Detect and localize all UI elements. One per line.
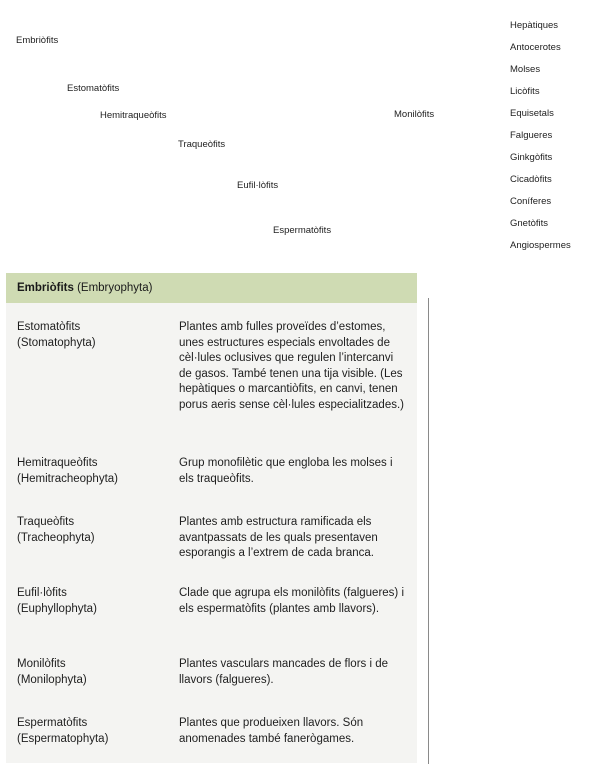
row-latin: (Hemitracheophyta)	[17, 472, 118, 485]
tip-label: Equisetals	[510, 108, 554, 119]
clade-label-hemitraqueofits: Hemitraqueòfits	[100, 110, 167, 121]
tip-label: Falgueres	[510, 130, 553, 141]
tip-label: Gnetòfits	[510, 218, 549, 229]
tip-label: Cicadòfits	[510, 174, 552, 185]
row-latin: (Stomatophyta)	[17, 336, 96, 349]
tip-label: Ginkgòfits	[510, 152, 553, 163]
clade-label-embriofits: Embriòfits	[16, 35, 59, 46]
row-description: Plantes amb fulles proveïdes d’estomes, unes estructures especials envoltades de cèl·lules oclusives que regulen l’intercanvi de gasos. També tenen una tija visible. (Les hepàtiques o marcantiòfits, en canvi, tenen porus aeris sense cèl·lules especialitzades.)	[179, 321, 404, 411]
table-row-name	[17, 716, 108, 747]
row-name: Eufil·lòfits	[17, 587, 67, 599]
row-name: Traqueòfits	[17, 516, 75, 528]
row-description: Plantes amb estructura ramificada els avantpassats de les quals presentaven esporangis a l’extrem de cada branca.	[179, 516, 378, 559]
clade-label-traqueofits: Traqueòfits	[178, 139, 226, 150]
table-row-name	[17, 586, 97, 617]
row-description: Plantes vasculars mancades de flors i de llavors (falgueres).	[179, 658, 389, 686]
row-latin: (Monilophyta)	[17, 673, 87, 686]
table-row-name	[17, 320, 96, 351]
clade-label-monilofits: Monilòfits	[394, 109, 435, 120]
row-name: Monilòfits	[17, 658, 66, 670]
table-header-latin: (Embryophyta)	[73, 282, 153, 294]
row-description: Grup monofilètic que engloba les molses i els traqueòfits.	[179, 457, 393, 485]
clade-label-estomatofits: Estomatòfits	[67, 83, 120, 94]
tip-label: Molses	[510, 64, 541, 75]
table-header-title: Embriòfits	[17, 282, 74, 294]
tip-label: Angiospermes	[510, 240, 571, 251]
row-name: Espermatòfits	[17, 717, 88, 729]
row-latin: (Tracheophyta)	[17, 531, 95, 544]
tip-label: Coníferes	[510, 196, 552, 207]
tip-label: Antocerotes	[510, 42, 561, 53]
clade-label-eufil-lofits: Eufil·lòfits	[237, 180, 279, 191]
table-row-name	[17, 657, 87, 688]
table-header	[6, 273, 417, 303]
row-description: Clade que agrupa els monilòfits (falgueres) i els espermatòfits (plantes amb llavors).	[179, 587, 405, 615]
clade-label-espermatofits: Espermatòfits	[273, 225, 332, 236]
tip-label: Hepàtiques	[510, 20, 559, 31]
row-name: Estomatòfits	[17, 321, 81, 333]
row-description: Plantes que produeixen llavors. Són anomenades també fanerògames.	[179, 717, 364, 745]
row-latin: (Euphyllophyta)	[17, 602, 97, 615]
tip-label: Licòfits	[510, 86, 540, 97]
table-row-name	[17, 456, 118, 487]
row-name: Hemitraqueòfits	[17, 457, 98, 469]
table-row-name	[17, 515, 95, 546]
row-latin: (Espermatophyta)	[17, 732, 109, 745]
column-divider	[428, 298, 429, 764]
